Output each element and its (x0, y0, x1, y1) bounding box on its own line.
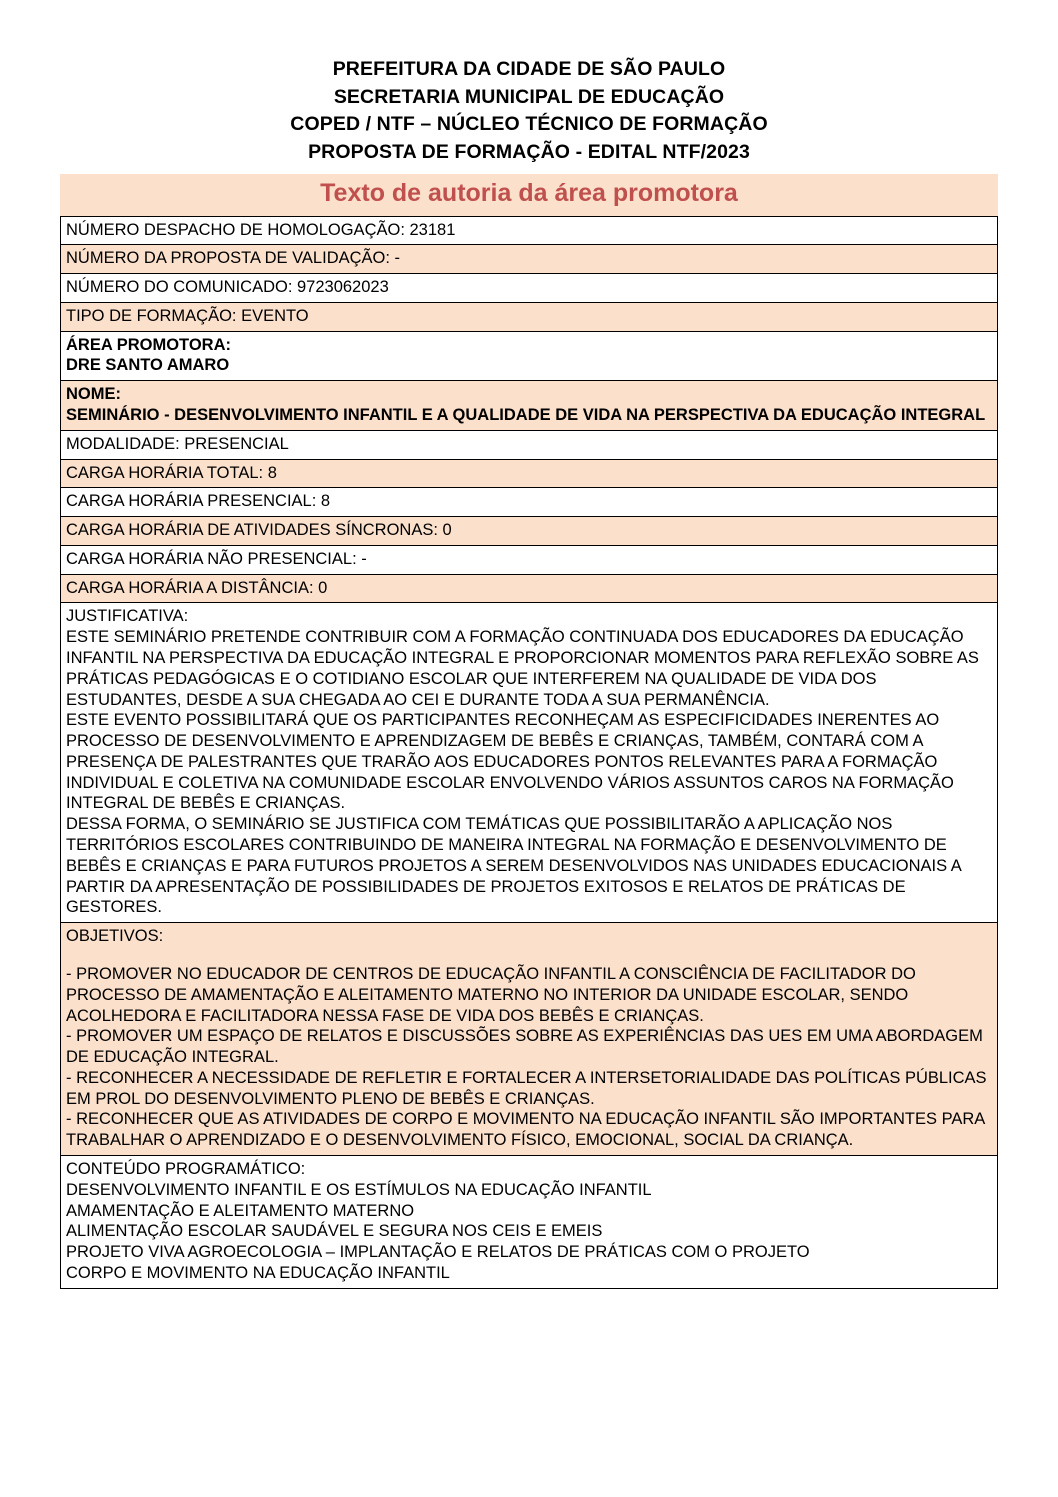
conteudo-item-4: PROJETO VIVA AGROECOLOGIA – IMPLANTAÇÃO E RELATOS DE PRÁTICAS COM O PROJETO (66, 1243, 810, 1262)
objetivos-label: OBJETIVOS: (66, 927, 164, 946)
row-proposta-validacao: NÚMERO DA PROPOSTA DE VALIDAÇÃO: - (61, 245, 998, 274)
row-objetivos (61, 923, 998, 1156)
row-modalidade: MODALIDADE: PRESENCIAL (61, 430, 998, 459)
document-header (60, 56, 998, 167)
row-justificativa (61, 603, 998, 923)
table-row (61, 245, 998, 274)
header-line-secretaria: SECRETARIA MUNICIPAL DE EDUCAÇÃO (333, 85, 725, 108)
conteudo-label: CONTEÚDO PROGRAMÁTICO: (66, 1159, 306, 1178)
table-row (61, 603, 998, 923)
conteudo-item-2: AMAMENTAÇÃO E ALEITAMENTO MATERNO (66, 1201, 415, 1220)
header-line-coped: COPED / NTF – NÚCLEO TÉCNICO DE FORMAÇÃO (290, 113, 768, 136)
table-row (61, 488, 998, 517)
table-row (61, 1155, 998, 1288)
objetivos-item-1: - PROMOVER NO EDUCADOR DE CENTROS DE EDUCAÇÃO INFANTIL A CONSCIÊNCIA DE FACILITADOR DO PROCESSO DE AMAMENTAÇÃO E ALEITAMENTO MATERNO NO INTERIOR DA UNIDADE ESCOLAR, SENDO ACOLHEDORA E FACILITADORA NESSA FASE DE VIDA DOS BEBÊS E CRIANÇAS. (66, 964, 916, 1025)
table-row (61, 545, 998, 574)
row-carga-horaria-nao-presencial: CARGA HORÁRIA NÃO PRESENCIAL: - (61, 545, 998, 574)
table-row (61, 517, 998, 546)
proposal-table (60, 216, 998, 1289)
justificativa-paragraph-1: ESTE SEMINÁRIO PRETENDE CONTRIBUIR COM A FORMAÇÃO CONTINUADA DOS EDUCADORES DA EDUCAÇÃO INFANTIL NA PERSPECTIVA DA EDUCAÇÃO INTEGRAL E PROPORCIONAR MOMENTOS PARA REFLEXÃO SOBRE AS PRÁTICAS PEDAGÓGICAS E O COTIDIANO ESCOLAR QUE INTERFEREM NA QUALIDADE DE VIDA DOS ESTUDANTES, DESDE A SUA CHEGADA AO CEI E DURANTE TODA A SUA PERMANÊNCIA. (66, 628, 979, 709)
row-area-promotora (61, 331, 998, 381)
table-row (61, 574, 998, 603)
row-tipo-formacao: TIPO DE FORMAÇÃO: EVENTO (61, 302, 998, 331)
justificativa-label: JUSTIFICATIVA: (66, 607, 189, 626)
table-row (61, 923, 998, 1156)
row-carga-horaria-distancia: CARGA HORÁRIA A DISTÂNCIA: 0 (61, 574, 998, 603)
conteudo-item-3: ALIMENTAÇÃO ESCOLAR SAUDÁVEL E SEGURA NOS CEIS E EMEIS (66, 1222, 603, 1241)
row-carga-horaria-total: CARGA HORÁRIA TOTAL: 8 (61, 459, 998, 488)
conteudo-item-1: DESENVOLVIMENTO INFANTIL E OS ESTÍMULOS NA EDUCAÇÃO INFANTIL (66, 1180, 652, 1199)
table-row (61, 216, 998, 245)
table-row (61, 302, 998, 331)
table-row (61, 381, 998, 431)
nome-label: NOME: (66, 385, 121, 404)
justificativa-paragraph-2: ESTE EVENTO POSSIBILITARÁ QUE OS PARTICIPANTES RECONHEÇAM AS ESPECIFICIDADES INERENTES AO PROCESSO DE DESENVOLVIMENTO E APRENDIZAGEM DE BEBÊS E CRIANÇAS, TAMBÉM, CONTARÁ COM A PRESENÇA DE PALESTRANTES QUE TRARÃO AOS EDUCADORES PONTOS RELEVANTES PARA A FORMAÇÃO INDIVIDUAL E COLETIVA NA COMUNIDADE ESCOLAR ENVOLVENDO VÁRIOS ASSUNTOS CAROS NA FORMAÇÃO INTEGRAL DE BEBÊS E CRIANÇAS. (66, 711, 954, 813)
area-promotora-value: DRE SANTO AMARO (66, 356, 230, 375)
row-conteudo-programatico (61, 1155, 998, 1288)
conteudo-item-5: CORPO E MOVIMENTO NA EDUCAÇÃO INFANTIL (66, 1263, 450, 1282)
objetivos-item-3: - RECONHECER A NECESSIDADE DE REFLETIR E FORTALECER A INTERSETORIALIDADE DAS POLÍTICAS PÚBLICAS EM PROL DO DESENVOLVIMENTO PLENO DE BEBÊS E CRIANÇAS. (66, 1068, 987, 1108)
row-despacho-homologacao: NÚMERO DESPACHO DE HOMOLOGAÇÃO: 23181 (61, 216, 998, 245)
objetivos-blank-line (66, 947, 992, 964)
objetivos-item-2: - PROMOVER UM ESPAÇO DE RELATOS E DISCUSSÕES SOBRE AS EXPERIÊNCIAS DAS UES EM UMA ABORDAGEM DE EDUCAÇÃO INTEGRAL. (66, 1027, 983, 1067)
table-row (61, 459, 998, 488)
row-carga-horaria-sincronas: CARGA HORÁRIA DE ATIVIDADES SÍNCRONAS: 0 (61, 517, 998, 546)
row-nome-formacao (61, 381, 998, 431)
table-row (61, 331, 998, 381)
table-row (61, 430, 998, 459)
banner-texto-autoria: Texto de autoria da área promotora (60, 174, 998, 216)
header-line-proposta: PROPOSTA DE FORMAÇÃO - EDITAL NTF/2023 (308, 141, 750, 164)
row-numero-comunicado: NÚMERO DO COMUNICADO: 9723062023 (61, 274, 998, 303)
nome-value: SEMINÁRIO - DESENVOLVIMENTO INFANTIL E A QUALIDADE DE VIDA NA PERSPECTIVA DA EDUCAÇÃO INTEGRAL (66, 405, 986, 424)
header-line-prefeitura: PREFEITURA DA CIDADE DE SÃO PAULO (332, 58, 726, 80)
table-row (61, 274, 998, 303)
row-carga-horaria-presencial: CARGA HORÁRIA PRESENCIAL: 8 (61, 488, 998, 517)
justificativa-paragraph-3: DESSA FORMA, O SEMINÁRIO SE JUSTIFICA COM TEMÁTICAS QUE POSSIBILITARÃO A APLICAÇÃO NOS TERRITÓRIOS ESCOLARES CONTRIBUINDO DE MANEIRA INTEGRAL NA FORMAÇÃO E DESENVOLVIMENTO DE BEBÊS E CRIANÇAS E PARA FUTUROS PROJETOS A SEREM DESENVOLVIDOS NAS UNIDADES EDUCACIONAIS A PARTIR DA APRESENTAÇÃO DE POSSIBILIDADES DE PROJETOS EXITOSOS E RELATOS DE PRÁTICAS DE GESTORES. (66, 815, 961, 917)
objetivos-item-4: - RECONHECER QUE AS ATIVIDADES DE CORPO E MOVIMENTO NA EDUCAÇÃO INFANTIL SÃO IMPORTANTES PARA TRABALHAR O APRENDIZADO E O DESENVOLVIMENTO FÍSICO, EMOCIONAL, SOCIAL DA CRIANÇA. (66, 1110, 985, 1150)
area-promotora-label: ÁREA PROMOTORA: (66, 335, 231, 354)
